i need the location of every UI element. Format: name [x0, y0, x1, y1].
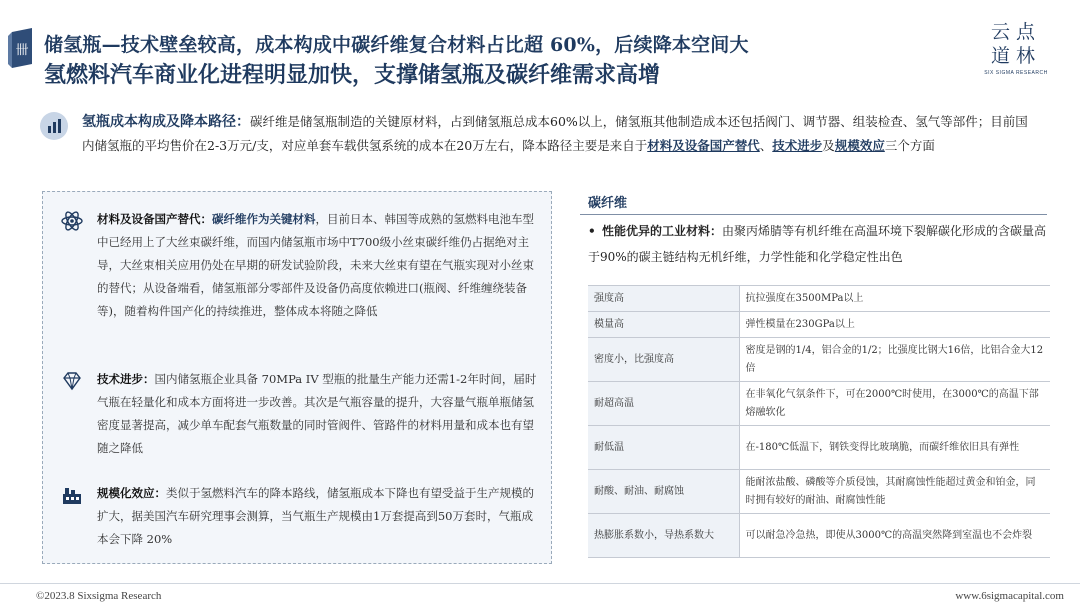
cost-reduction-panel	[42, 191, 552, 564]
carbon-fiber-properties-table	[588, 285, 1050, 558]
property-value: 在非氧化气氛条件下，可在2000℃时使用，在3000℃的高温下部熔融软化	[739, 382, 1050, 426]
property-name: 耐超高温	[588, 382, 739, 426]
report-logo-icon	[8, 28, 36, 68]
property-value: 能耐浓盐酸、磷酸等介质侵蚀，其耐腐蚀性能超过黄金和铂金，同时拥有较好的耐油、耐腐蚀性能	[739, 470, 1050, 514]
bullet-mark: •	[588, 224, 596, 238]
footer-divider	[0, 583, 1080, 584]
carbon-fiber-point	[588, 218, 1050, 270]
intro-body: 碳纤维是储氢瓶制造的关键原材料，占到储氢瓶总成本60%以上，储氢瓶其他制造成本还包括阀门、调节器、组装检查、氢气等部件；目前国内储氢瓶的平均售价在2-3万元/支，对应单套车载供氢系统的成本在20万左右，降本路径主要是来自于	[82, 114, 1028, 153]
chart-icon	[40, 112, 68, 140]
intro-path-1: 材料及设备国产替代	[647, 138, 760, 153]
brand-name-en: SIX SIGMA RESEARCH	[984, 70, 1048, 76]
table-row	[588, 426, 1050, 470]
table-row	[588, 286, 1050, 312]
header	[0, 0, 1080, 100]
section-body: 国内储氢瓶企业具备 70MPa IV 型瓶的批量生产能力还需1-2年时间，届时气瓶在轻量化和成本方面将进一步改善。其次是气瓶容量的提升，大容量气瓶单瓶储氢密度显著提高，减少单车配套气瓶数量的同时管阀件、管路件的材料用量和成本也有望随之降低	[97, 372, 537, 455]
property-name: 耐低温	[588, 426, 739, 470]
footer-website-link[interactable]: www.6sigmacapital.com	[955, 590, 1064, 602]
section-localization-text	[97, 208, 543, 323]
intro-lead: 氢瓶成本构成及降本路径：	[82, 114, 250, 130]
section-title: 技术进步：	[97, 372, 155, 386]
intro-path-3: 规模效应	[834, 138, 885, 153]
logo-glyph: 卌	[15, 43, 29, 58]
diamond-icon	[61, 370, 83, 392]
section-body: 类似于氢燃料汽车的降本路线，储氢瓶成本下降也有望受益于生产规模的扩大，据美国汽车研究理事会测算，当气瓶生产规模由1万套提高到50万套时，气瓶成本会下降 20%	[97, 486, 534, 546]
table-row	[588, 514, 1050, 558]
property-name: 密度小，比强度高	[588, 338, 739, 382]
table-row	[588, 312, 1050, 338]
property-name: 强度高	[588, 286, 739, 312]
section-body: ，目前日本、韩国等成熟的氢燃料电池车型中已经用上了大丝束碳纤维，而国内储氢瓶市场中T700级小丝束碳纤维仍占据绝对主导，大丝束相关应用仍处在早期的研发试验阶段，未来大丝束有望在气瓶实现对小丝束的替代；从设备端看，储氢瓶部分零部件及设备仍高度依赖进口(瓶阀、纤维缠绕装备等)，随着构件国产化的持续推进，整体成本将随之降低	[97, 212, 534, 318]
property-value: 可以耐急冷急热，即使从3000℃的高温突然降到室温也不会炸裂	[739, 514, 1050, 558]
property-value: 弹性模量在230GPa以上	[739, 312, 1050, 338]
point-body: 由聚丙烯腈等有机纤维在高温环境下裂解碳化形成的含碳量高于90%的碳主链结构无机纤维，力学性能和化学稳定性出色	[588, 224, 1047, 264]
factory-icon	[61, 484, 83, 506]
carbon-fiber-panel	[580, 192, 1055, 564]
table-row	[588, 382, 1050, 426]
page-title-line1: 储氢瓶—技术壁垒较高，成本构成中碳纤维复合材料占比超 60%，后续降本空间大	[44, 34, 749, 56]
property-value: 密度是钢的1/4，铝合金的1/2；比强度比钢大16倍，比铝合金大12倍	[739, 338, 1050, 382]
property-value: 抗拉强度在3500MPa以上	[739, 286, 1050, 312]
intro-sep-1: 、	[759, 138, 773, 153]
footer-copyright: ©2023.8 Sixsigma Research	[36, 590, 162, 602]
section-scale-effect-text	[97, 482, 543, 551]
table-row	[588, 470, 1050, 514]
brand-name-line2: 道林	[990, 45, 1041, 67]
intro-tail: 三个方面	[884, 138, 935, 153]
point-lead: 性能优异的工业材料：	[602, 224, 723, 238]
property-name: 耐酸、耐油、耐腐蚀	[588, 470, 739, 514]
intro-paragraph	[82, 110, 1032, 158]
section-highlight: 碳纤维作为关键材料	[212, 212, 316, 226]
carbon-fiber-title: 碳纤维	[588, 196, 628, 211]
property-value: 在-180℃低温下，钢铁变得比玻璃脆，而碳纤维依旧具有弹性	[739, 426, 1050, 470]
brand-name-line1: 云点	[990, 21, 1041, 43]
atom-icon	[61, 210, 83, 232]
property-name: 模量高	[588, 312, 739, 338]
property-name: 热膨胀系数小，导热系数大	[588, 514, 739, 558]
page-title-line2: 氢燃料汽车商业化进程明显加快，支撑储氢瓶及碳纤维需求高增	[44, 62, 661, 88]
section-title: 材料及设备国产替代：	[97, 212, 212, 226]
section-tech-progress-text	[97, 368, 543, 460]
brand-logo	[960, 20, 1072, 90]
section-title: 规模化效应：	[97, 486, 166, 500]
intro-sep-2: 及	[822, 138, 835, 153]
intro-path-2: 技术进步	[772, 138, 823, 153]
divider	[580, 214, 1047, 215]
table-row	[588, 338, 1050, 382]
